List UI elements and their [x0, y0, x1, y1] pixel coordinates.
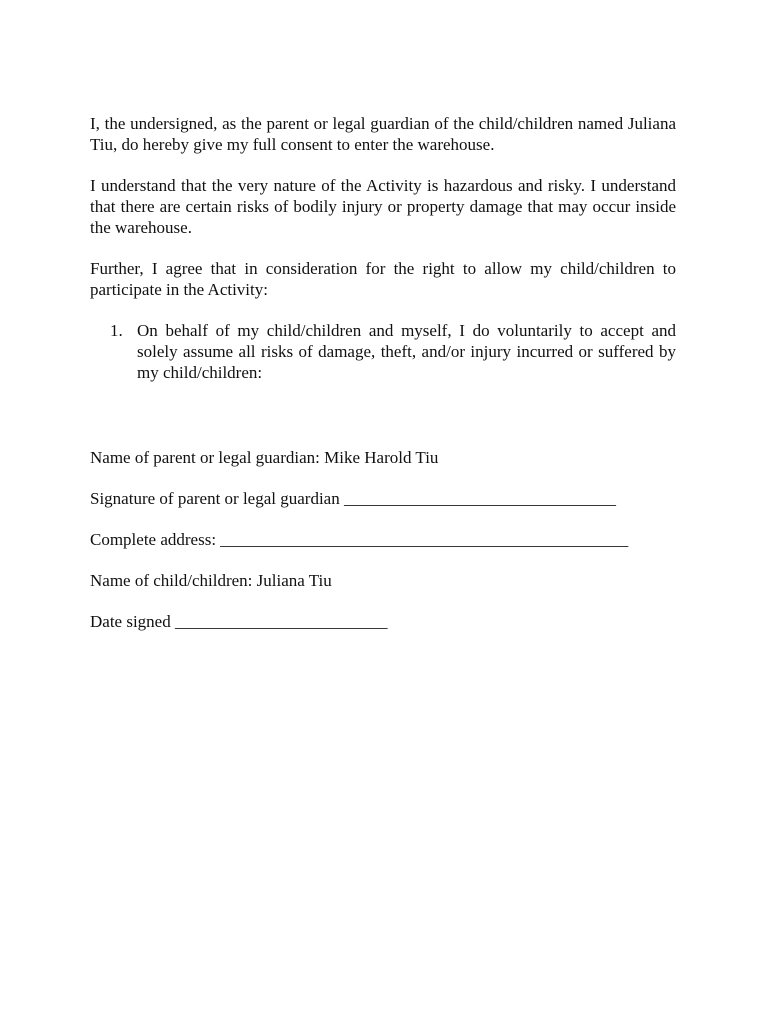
date-signed-field: Date signed _________________________ [90, 612, 388, 631]
risk-paragraph: I understand that the very nature of the Activity is hazardous and risky. I understand that there are certain risks of bodily injury or property damage that may occur inside the warehouse. [90, 176, 676, 237]
guardian-name-field: Name of parent or legal guardian: Mike Harold Tiu [90, 448, 439, 467]
signature-fields [90, 447, 676, 652]
guardian-signature-field: Signature of parent or legal guardian ________________________________ [90, 489, 616, 508]
consent-paragraph: I, the undersigned, as the parent or legal guardian of the child/children named Juliana Tiu, do hereby give my full consent to enter the warehouse. [90, 114, 676, 154]
list-item-text: On behalf of my child/children and myself, I do voluntarily to accept and solely assume all risks of damage, theft, and/or injury incurred or suffered by my child/children: [137, 321, 676, 382]
complete-address-field: Complete address: ________________________________________________ [90, 530, 629, 549]
agreement-list [90, 320, 676, 383]
consent-body [90, 113, 676, 383]
list-item-number: 1. [110, 321, 123, 340]
child-name-field: Name of child/children: Juliana Tiu [90, 571, 332, 590]
agreement-paragraph: Further, I agree that in consideration for the right to allow my child/children to participate in the Activity: [90, 259, 676, 299]
list-item [110, 320, 676, 383]
